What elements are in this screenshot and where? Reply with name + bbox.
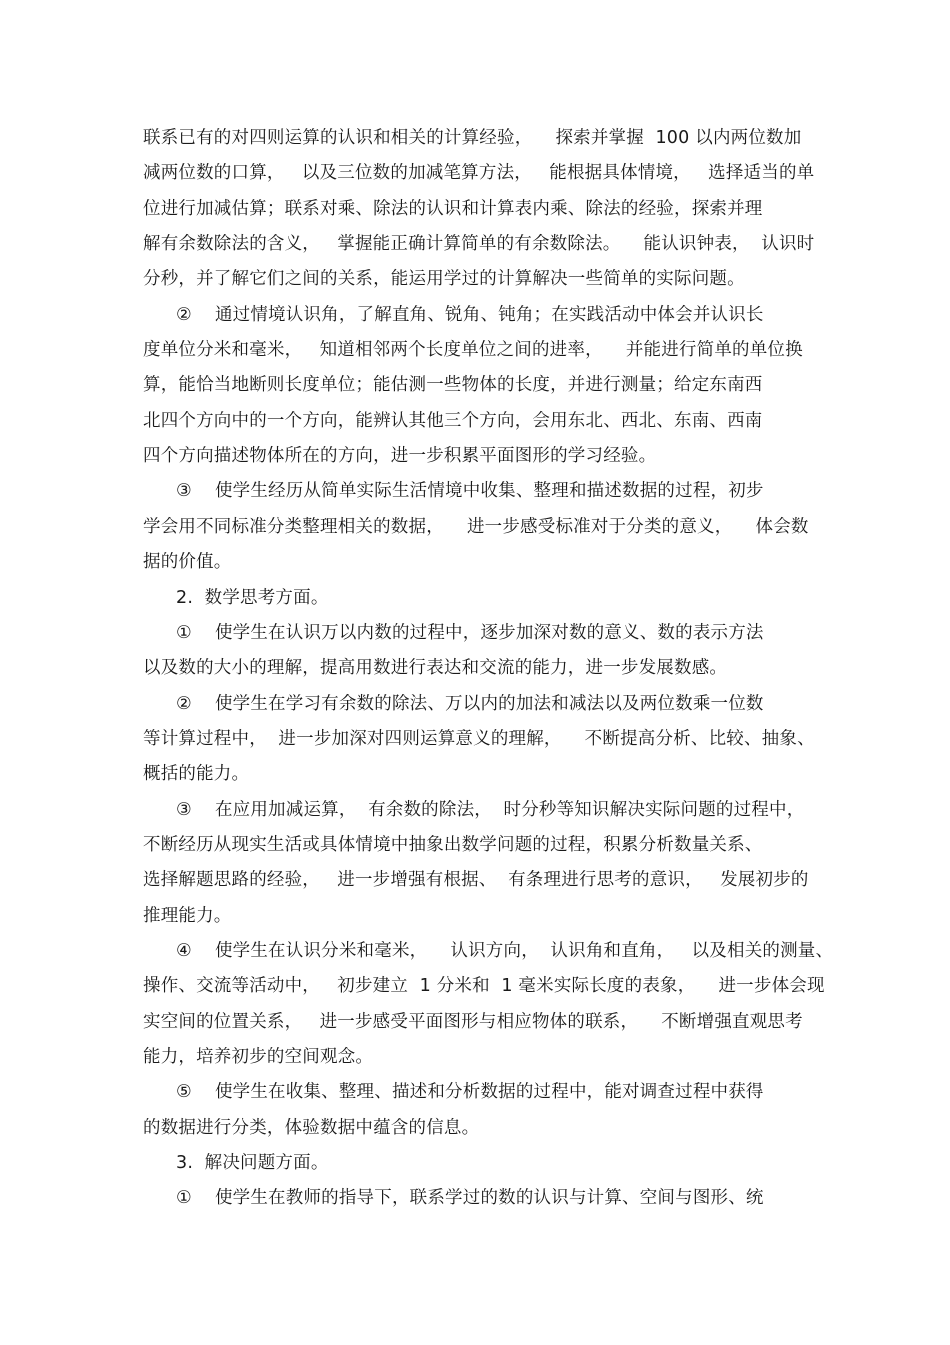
text-line: 学会用不同标准分类整理相关的数据， 进一步感受标准对于分类的意义， 体会数 xyxy=(143,517,809,537)
text-line: ② 通过情境认识角，了解直角、锐角、钝角；在实践活动中体会并认识长 xyxy=(176,305,764,325)
text-line: 度单位分米和毫米， 知道相邻两个长度单位之间的进率， 并能进行简单的单位换 xyxy=(143,340,803,360)
text-line: 实空间的位置关系， 进一步感受平面图形与相应物体的联系， 不断增强直观思考 xyxy=(143,1012,803,1032)
text-line: ⑤ 使学生在收集、整理、描述和分析数据的过程中，能对调查过程中获得 xyxy=(176,1082,764,1102)
text-line: 操作、交流等活动中， 初步建立 1 分米和 1 毫米实际长度的表象， 进一步体会现 xyxy=(143,976,825,996)
text-line: 概括的能力。 xyxy=(143,764,250,784)
text-line: 位进行加减估算；联系对乘、除法的认识和计算表内乘、除法的经验，探索并理 xyxy=(143,199,763,219)
text-line: ② 使学生在学习有余数的除法、万以内的加法和减法以及两位数乘一位数 xyxy=(176,694,764,714)
text-line: ① 使学生在认识万以内数的过程中，逐步加深对数的意义、数的表示方法 xyxy=(176,623,764,643)
section-heading: 2. 数学思考方面。 xyxy=(176,588,329,608)
text-line: 减两位数的口算， 以及三位数的加减笔算方法， 能根据具体情境， 选择适当的单 xyxy=(143,163,815,183)
text-line: 据的价值。 xyxy=(143,552,232,572)
text-line: 四个方向描述物体所在的方向，进一步积累平面图形的学习经验。 xyxy=(143,446,657,466)
text-line: ③ 使学生经历从简单实际生活情境中收集、整理和描述数据的过程，初步 xyxy=(176,481,764,501)
text-line: 等计算过程中， 进一步加深对四则运算意义的理解， 不断提高分析、比较、抽象、 xyxy=(143,729,815,749)
text-line: 选择解题思路的经验， 进一步增强有根据、 有条理进行思考的意识， 发展初步的 xyxy=(143,870,809,890)
text-line: 能力，培养初步的空间观念。 xyxy=(143,1047,374,1067)
text-line: 的数据进行分类，体验数据中蕴含的信息。 xyxy=(143,1118,480,1138)
section-heading: 3. 解决问题方面。 xyxy=(176,1153,329,1173)
text-line: ④ 使学生在认识分米和毫米， 认识方向， 认识角和直角， 以及相关的测量、 xyxy=(176,941,834,961)
text-line: 不断经历从现实生活或具体情境中抽象出数学问题的过程，积累分析数量关系、 xyxy=(143,835,763,855)
text-line: 联系已有的对四则运算的认识和相关的计算经验， 探索并掌握 100 以内两位数加 xyxy=(143,128,802,148)
text-line: 解有余数除法的含义， 掌握能正确计算简单的有余数除法。 能认识钟表， 认识时 xyxy=(143,234,815,254)
text-line: ③ 在应用加减运算， 有余数的除法， 时分秒等知识解决实际问题的过程中， xyxy=(176,800,805,820)
text-line: 分秒，并了解它们之间的关系，能运用学过的计算解决一些简单的实际问题。 xyxy=(143,269,745,289)
text-line: ① 使学生在教师的指导下，联系学过的数的认识与计算、空间与图形、统 xyxy=(176,1188,764,1208)
text-line: 以及数的大小的理解，提高用数进行表达和交流的能力，进一步发展数感。 xyxy=(143,658,728,678)
text-line: 北四个方向中的一个方向，能辨认其他三个方向，会用东北、西北、东南、西南 xyxy=(143,411,763,431)
text-line: 算，能恰当地断则长度单位；能估测一些物体的长度，并进行测量；给定东南西 xyxy=(143,375,763,395)
text-line: 推理能力。 xyxy=(143,906,232,926)
